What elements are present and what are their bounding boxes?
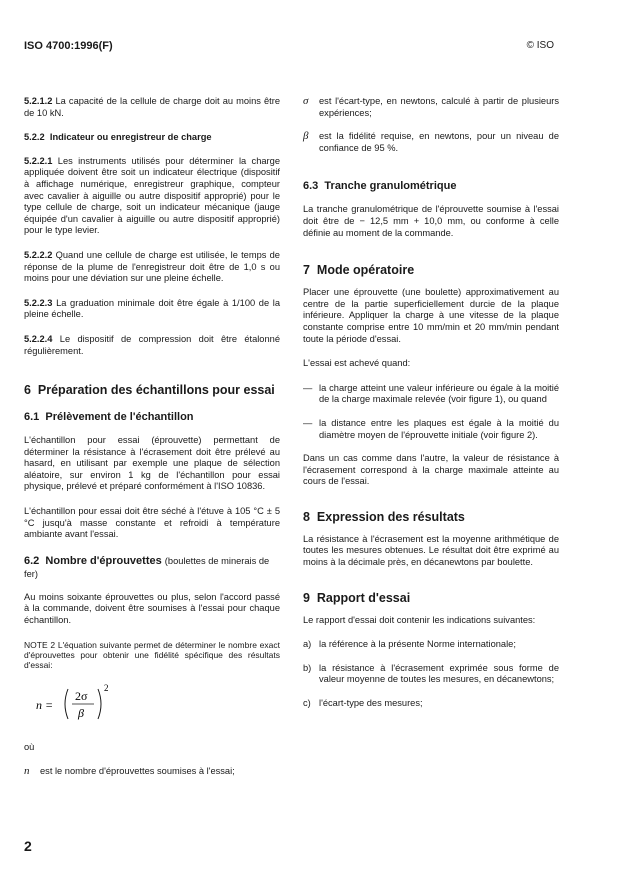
paragraph-7-c: Dans un cas comme dans l'autre, la valeur de résistance à l'écrasement correspond à la charge maximale atteinte au cours de l'essai.	[303, 453, 559, 487]
clause-5-2-2-2: 5.2.2.2 Quand une cellule de charge est utilisée, le temps de réponse de la plume de l'enregistreur doit être de 1,0 s ou moins pour une déviation sur une pleine échelle.	[24, 249, 280, 284]
formula-graphic	[34, 680, 154, 728]
list-item: a) la référence à la présente Norme internationale;	[303, 639, 516, 650]
clause-5-2-2-4: 5.2.2.4 Le dispositif de compression doit être étalonné régulièrement.	[24, 333, 280, 356]
paragraph-7-b: L'essai est achevé quand:	[303, 358, 411, 369]
right-column	[303, 96, 559, 722]
heading-6-1: 6.1 Prélèvement de l'échantillon	[24, 411, 194, 424]
left-paren	[65, 689, 68, 719]
note-2: NOTE 2 L'équation suivante permet de déterminer le nombre exact d'éprouvettes pour obtenir une fidélité spécifique des résultats d'essai:	[24, 639, 280, 670]
formula-lhs: n =	[36, 697, 54, 712]
clause-5-2-2-3: 5.2.2.3 La graduation minimale doit être égale à 1/100 de la pleine échelle.	[24, 297, 280, 320]
heading-6-2: 6.2 Nombre d'éprouvettes (boulettes de minerais de fer)	[24, 554, 270, 579]
paragraph-7-a: Placer une éprouvette (une boulette) approximativement au centre de la partie superficiellement durcie de la plaque inférieure. Appliquer la charge à une vitesse de la plaque constante comprise entre 10 mm/min et 20 mm/min pendant toute la période d'essai.	[303, 287, 559, 344]
paragraph-9: Le rapport d'essai doit contenir les indications suivantes:	[303, 614, 536, 625]
heading-8: 8 Expression des résultats	[303, 509, 465, 524]
heading-6-3: 6.3 Tranche granulométrique	[303, 180, 457, 193]
list-item: b) la résistance à l'écrasement exprimée sous forme de valeur moyenne de toutes les mesures, en décanewtons;	[303, 662, 559, 685]
list-item: — la distance entre les plaques est égale à la moitié du diamètre moyen de l'éprouvette initiale (voir figure 2).	[303, 417, 559, 440]
header-standard-id: ISO 4700:1996(F)	[24, 40, 113, 52]
formula-sample-count	[34, 680, 280, 728]
list-item: c) l'écart-type des mesures;	[303, 698, 423, 709]
definition-sigma: σ est l'écart-type, en newtons, calculé à partir de plusieurs expériences;	[303, 95, 559, 118]
heading-7: 7 Mode opératoire	[303, 263, 415, 278]
heading-9: 9 Rapport d'essai	[303, 590, 411, 605]
list-item: — la charge atteint une valeur inférieure ou égale à la moitié de la charge maximale relevée (voir figure 1), ou quand	[303, 382, 559, 405]
left-column	[24, 96, 280, 790]
paragraph-6-2: Au moins soixante éprouvettes ou plus, selon l'accord passé à la commande, doivent être soumises à l'essai pour chaque échantillon.	[24, 591, 280, 626]
formula-numerator: 2σ	[75, 688, 88, 703]
definition-beta: β est la fidélité requise, en newtons, pour un niveau de confiance de 95 %.	[303, 130, 559, 153]
clause-5-2-2-1: 5.2.2.1 Les instruments utilisés pour déterminer la charge appliquée doivent être soit un indicateur électrique (dispositif à affichage numérique, enregistreur graphique, compteur avec cavalier à aiguille ou autre dispositif approprié) pour le type cellule de charge, soit un indicateur mécanique (jauge équipée d'un cavalier à aiguille ou autre dispositif approprié) pour le type levier.	[24, 155, 280, 236]
formula-denominator: β	[78, 705, 84, 720]
header-copyright: © ISO	[526, 40, 554, 51]
ou-label: où	[24, 741, 35, 752]
paragraph-6-3: La tranche granulométrique de l'éprouvette soumise à l'essai doit être de − 12,5 mm + 10,0 mm, ou conforme à celle définie au moment de la commande.	[303, 204, 559, 238]
formula-exponent: 2	[104, 682, 109, 693]
heading-6: 6 Préparation des échantillons pour essai	[24, 383, 275, 398]
page-number: 2	[24, 838, 32, 854]
definition-n: n est le nombre d'éprouvettes soumises à l'essai;	[24, 765, 235, 778]
paragraph-6-1-b: L'échantillon pour essai doit être séché à l'étuve à 105 °C ± 5 °C jusqu'à masse constante et refroidi à température ambiante avant l'essai.	[24, 506, 280, 540]
paragraph-8: La résistance à l'écrasement est la moyenne arithmétique de toutes les mesures obtenues. Le résultat doit être exprimé au moins à la décimale près, en décanewtons par boulette.	[303, 533, 559, 568]
right-paren	[98, 689, 101, 719]
heading-5-2-2: 5.2.2 Indicateur ou enregistreur de charge	[24, 132, 212, 143]
clause-5-2-1-2: 5.2.1.2 La capacité de la cellule de charge doit au moins être de 10 kN.	[24, 96, 280, 118]
paragraph-6-1-a: L'échantillon pour essai (éprouvette) permettant de déterminer la résistance à l'écrasement doit être prélevé au hasard, en utilisant par exemple une plaque de sélection aléatoire, sur environ 1 kg de l'échantillon pour essai physique, prélevé et préparé conformément à l'ISO 10836.	[24, 435, 280, 492]
